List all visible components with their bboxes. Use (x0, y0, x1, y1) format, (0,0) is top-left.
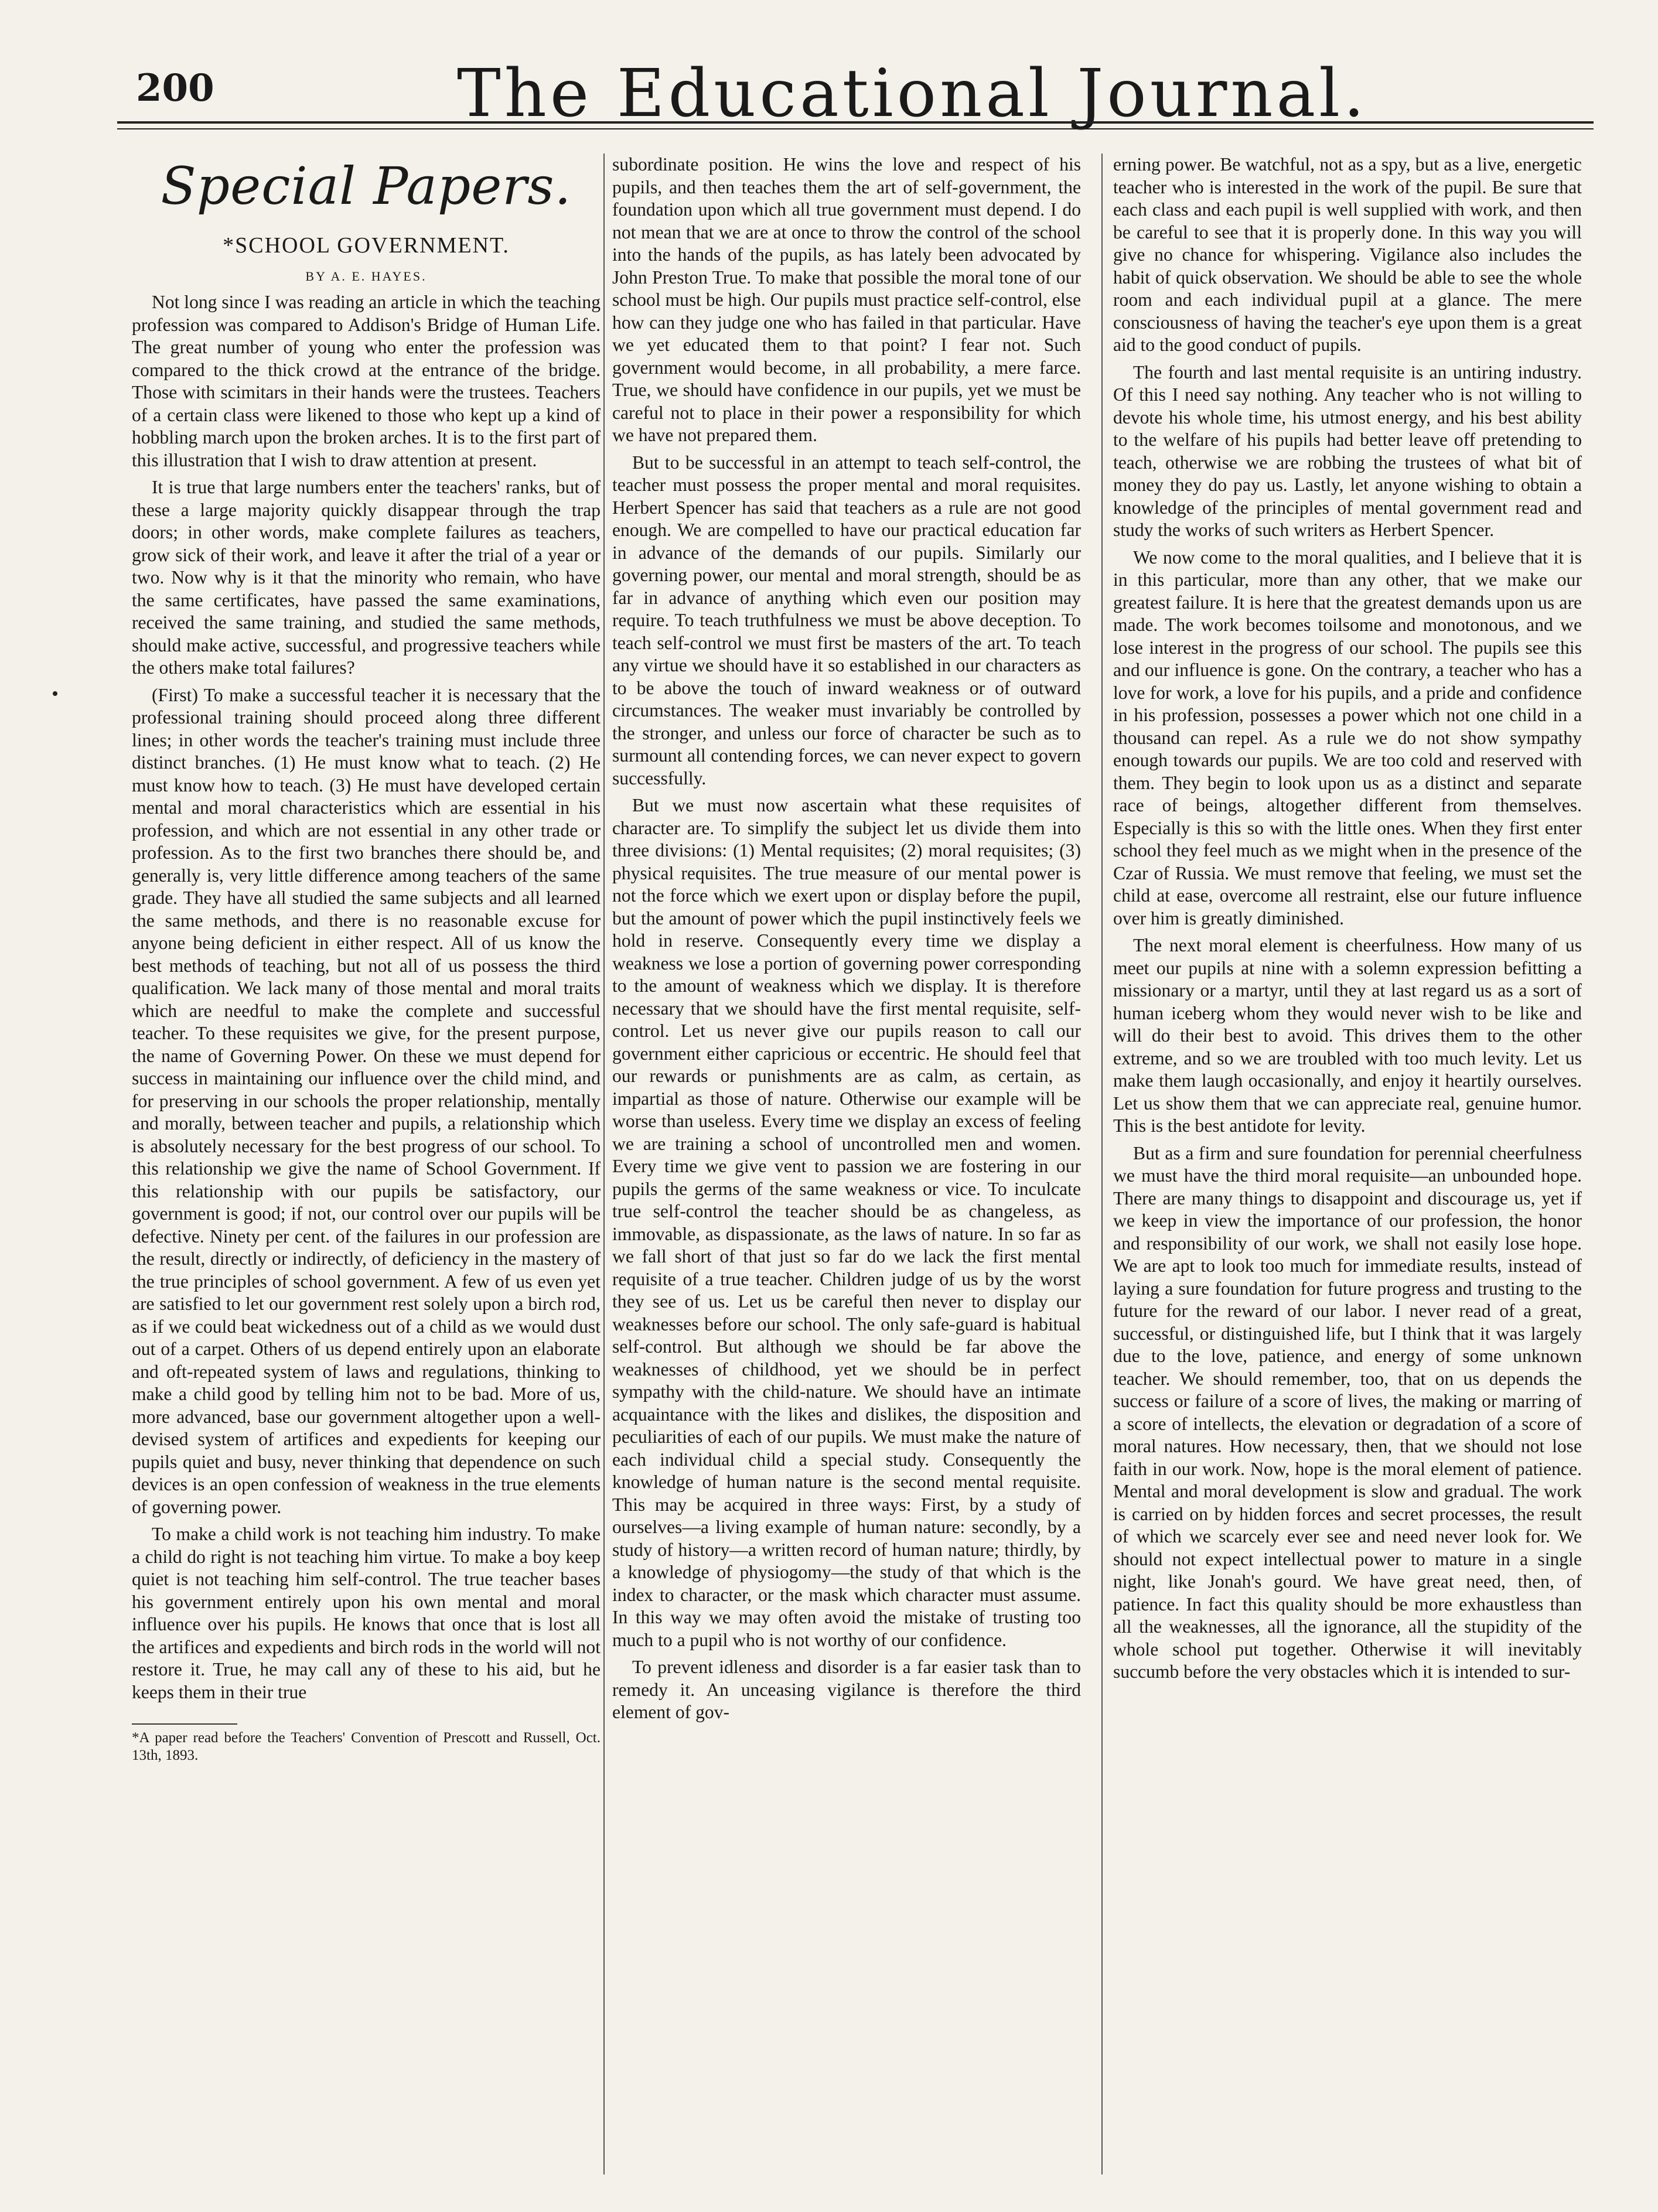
paragraph: erning power. Be watchful, not as a spy, but as a live, energetic teacher who is interested in the work of the pupil. Be sure that each class and each pupil is well supplied with work, and then be careful to see that it is properly done. In this way you will give no chance for whispering. Vigilance also includes the habit of quick observation. We should be able to see the whole room and each individual pupil at a glance. The mere consciousness of having the teacher's eye upon them is a great aid to the good conduct of pupils. (1113, 154, 1582, 355)
header-rule-thin (117, 128, 1594, 129)
paragraph: It is true that large numbers enter the teachers' ranks, but of these a large majority quickly disappear through the trap doors; in other words, make complete failures as teachers, grow sick of their work, and leave it after the trial of a year or two. Now why is it that the minority who remain, who have the same certificates, have passed the same examinations, received the same training, and studied the same methods, should make active, successful, and progressive teachers while the others make total failures? (132, 477, 601, 678)
paragraph: Not long since I was reading an article in which the teaching profession was compared to Addison's Bridge of Human Life. The great number of young who enter the profession was compared to the thick crowd at the entrance of the bridge. Those with scimitars in their hands were the trustees. Teachers of a certain class were likened to those who kept up a kind of hobbling march upon the broken arches. It is to the first part of this illustration that I wish to draw attention at present. (132, 292, 601, 470)
column-1 (132, 152, 601, 2179)
column-divider (603, 153, 605, 2175)
column-3 (1113, 153, 1582, 2180)
paragraph: We now come to the moral qualities, and I believe that it is in this particular, more than any other, that we make our greatest failure. It is here that the greatest demands upon us are made. The work becomes toilsome and monotonous, and we lose interest in the progress of our school. The pupils see this and our influence is gone. On the contrary, a teacher who has a love for work, a love for his pupils, and a pride and confidence in his profession, possesses a power which not one child in a thousand can repel. As a rule we do not show sympathy enough towards our pupils. We are too cold and reserved with them. They begin to look upon us as a distinct and separate race of beings, altogether different from themselves. Especially is this so with the little ones. When they first enter school they feel much as we might when in the presence of the Czar of Russia. We must remove that feeling, we must set the child at ease, overcome all restraint, else our future influence over him is greatly diminished. (1113, 547, 1582, 929)
paragraph: The next moral element is cheerfulness. How many of us meet our pupils at nine with a solemn expression befitting a missionary or a martyr, until they at last regard us as a sort of human iceberg whom they would never wish to be like and will do their best to avoid. This drives them to the other extreme, and so we are troubled with too much levity. Let us make them laugh occasionally, and enjoy it heartily ourselves. Let us show them that we can appreciate real, genuine humor. This is the best antidote for levity. (1113, 935, 1582, 1136)
paragraph: To prevent idleness and disorder is a far easier task than to remedy it. An unceasing vigilance is therefore the third element of gov- (612, 1657, 1081, 1722)
paragraph: But as a firm and sure foundation for perennial cheerfulness we must have the third moral requisite—an unbounded hope. There are many things to disappoint and discourage us, yet if we keep in view the importance of our profession, the honor and responsibility of our work, we shall not easily lose hope. We are apt to look too much for immediate results, instead of laying a sure foundation for future progress and trusting to the future for the reward of our labor. I never read of a great, successful, or distinguished life, but I think that it was largely due to the love, patience, and energy of some unknown teacher. We should remember, too, that on us depends the success or failure of a score of lives, the making or marring of a score of intellects, the elevation or degradation of a score of moral natures. How necessary, then, that we should not lose faith in our work. Now, hope is the moral element of patience. Mental and moral development is slow and gradual. The work is carried on by hidden forces and secret processes, the result of which we scarcely ever see and need never look for. We should not expect intellectual power to mature in a single night, like Jonah's gourd. We have great need, then, of patience. In fact this quality should be more exhaustless than all the weaknesses, all the ignorance, all the stupidity of the whole school put together. Otherwise it will inevitably succumb before the very obstacles which it is intended to sur- (1113, 1142, 1582, 1682)
section-title: Special Papers. (161, 156, 572, 216)
column-2 (612, 153, 1081, 2180)
footnote: *A paper read before the Teachers' Convention of Prescott and Russell, Oct. 13th, 1893. (132, 1730, 601, 1763)
page-header (105, 56, 1605, 132)
byline: BY A. E. HAYES. (305, 268, 427, 284)
paragraph: subordinate position. He wins the love and respect of his pupils, and then teaches them the art of self-government, the foundation upon which all true government must depend. I do not mean that we are at once to throw the control of the school into the hands of the pupils, as has lately been advocated by John Preston True. To make that possible the moral tone of our school must be high. Our pupils must practice self-control, else how can they judge one who has failed in that particular. Have we yet educated them to that point? I fear not. Such government would become, in all probability, a mere farce. True, we should have confidence in our pupils, yet we must be careful not to place in their power a responsibility for which we have not prepared them. (612, 154, 1081, 445)
paragraph: To make a child work is not teaching him industry. To make a child do right is not teaching him virtue. To make a boy keep quiet is not teaching him self-control. The true teacher bases his government entirely upon his own mental and moral influence over his pupils. He knows that once that is lost all the artifices and expedients and birch rods in the world will not restore it. True, he may call any of these to his aid, but he keeps them in their true (132, 1524, 601, 1702)
journal-title: The Educational Journal. (457, 56, 1368, 132)
page-number: 200 (136, 66, 214, 110)
paragraph: But we must now ascertain what these requisites of character are. To simplify the subject let us divide them into three divisions: (1) Mental requisites; (2) moral requisites; (3) physical requisites. The true measure of our mental power is not the force which we exert upon or display before the pupil, but the amount of power which the pupil instinctively feels we hold in reserve. Consequently every time we display a weakness we lose a portion of governing power corresponding to the amount of weakness which we display. It is therefore necessary that we should have the first mental requisite, self-control. Let us never give our pupils reason to call our government either capricious or eccentric. He should feel that our rewards or punishments are as calm, as certain, as impartial as those of nature. Otherwise our example will be worse than useless. Every time we display an excess of feeling we are training a school of uncontrolled men and women. Every time we give vent to passion we are fostering in our pupils the germs of the same weakness or vice. To inculcate true self-control the teacher should be as changeless, as immovable, as dispassionate, as the laws of nature. In so far as we fall short of that just so far do we lack the first mental requisite of a true teacher. Children judge of us by the worst they see of us. Let us be careful then never to display our weaknesses before our school. The only safe-guard is habitual self-control. But although we should be far above the weaknesses of childhood, yet we should be in perfect sympathy with the child-nature. We should have an intimate acquaintance with the likes and dislikes, the disposition and peculiarities of each of our pupils. We must make the nature of each individual child a special study. Consequently the knowledge of human nature is the second mental requisite. This may be acquired in three ways: First, by a study of ourselves—a living example of human nature: secondly, by a study of history—a written record of human nature; thirdly, by a knowledge of physiogomy—the study of that which is the index to character, or the mask which character must assume. In this way we may often avoid the mistake of trusting too much to a pupil who is not worthy of our confidence. (612, 795, 1081, 1650)
article-title: *SCHOOL GOVERNMENT. (223, 233, 510, 258)
footnote-rule (132, 1723, 237, 1725)
margin-mark (53, 691, 57, 696)
paragraph: The fourth and last mental requisite is an untiring industry. Of this I need say nothing. Any teacher who is not willing to devote his whole time, his utmost energy, and his best ability to the welfare of his pupils had better leave off pretending to teach, otherwise we are robbing the trustees of what bit of money they do pay us. Lastly, let anyone wishing to obtain a knowledge of the principles of mental government read and study the works of such writers as Herbert Spencer. (1113, 361, 1582, 540)
paragraph: (First) To make a successful teacher it is necessary that the professional training should proceed along three different lines; in other words the teacher's training must include three distinct branches. (1) He must know what to teach. (2) He must know how to teach. (3) He must have developed certain mental and moral characteristics which are essential in his profession, and which are not essential in any other trade or profession. As to the first two branches there should be, and generally is, very little difference among teachers of the same grade. They have all studied the same subjects and all learned the same methods, and there is no reasonable excuse for anyone being deficient in either respect. All of us know the best methods of teaching, but not all of us possess the third qualification. We lack many of those mental and moral traits which are needful to make the complete and successful teacher. To these requisites we give, for the present purpose, the name of Governing Power. On these we must depend for success in maintaining our influence over the child mind, and for preserving in our schools the proper relationship, mentally and morally, between teacher and pupils, a relationship which is absolutely necessary for the best progress of our school. To this relationship we give the name of School Government. If this relationship with our pupils be satisfactory, our government is good; if not, our control over our pupils will be defective. Ninety per cent. of the failures in our profession are the result, directly or indirectly, of deficiency in the mastery of the true principles of school government. A few of us even yet are satisfied to let our government rest solely upon a birch rod, as if we could beat wickedness out of a child as we would dust out of a carpet. Others of us depend entirely upon an elaborate and oft-repeated system of laws and regulations, thinking to make a child good by telling him not to be bad. More of us, more advanced, base our government altogether upon a well-devised system of artifices and expedients for keeping our pupils quiet and busy, never thinking that dependence on such devices is an open confession of weakness in the true elements of governing power. (132, 684, 601, 1517)
column-divider (1101, 153, 1103, 2175)
header-rule (117, 121, 1594, 124)
paragraph: But to be successful in an attempt to teach self-control, the teacher must possess the proper mental and moral requisites. Herbert Spencer has said that teachers as a rule are not good enough. We are compelled to have our practical education far in advance of the demands of our pupils. Similarly our governing power, our mental and moral strength, should be as far in advance of anything which even our position may require. To teach truthfulness we must be above deception. To teach self-control we must first be masters of the art. To teach any virtue we should have it so established in our characters as to be above the touch of inward weakness or of outward circumstances. The weaker must invariably be controlled by the stronger, and unless our force of character be such as to surmount all contending forces, we can never expect to govern successfully. (612, 452, 1081, 788)
